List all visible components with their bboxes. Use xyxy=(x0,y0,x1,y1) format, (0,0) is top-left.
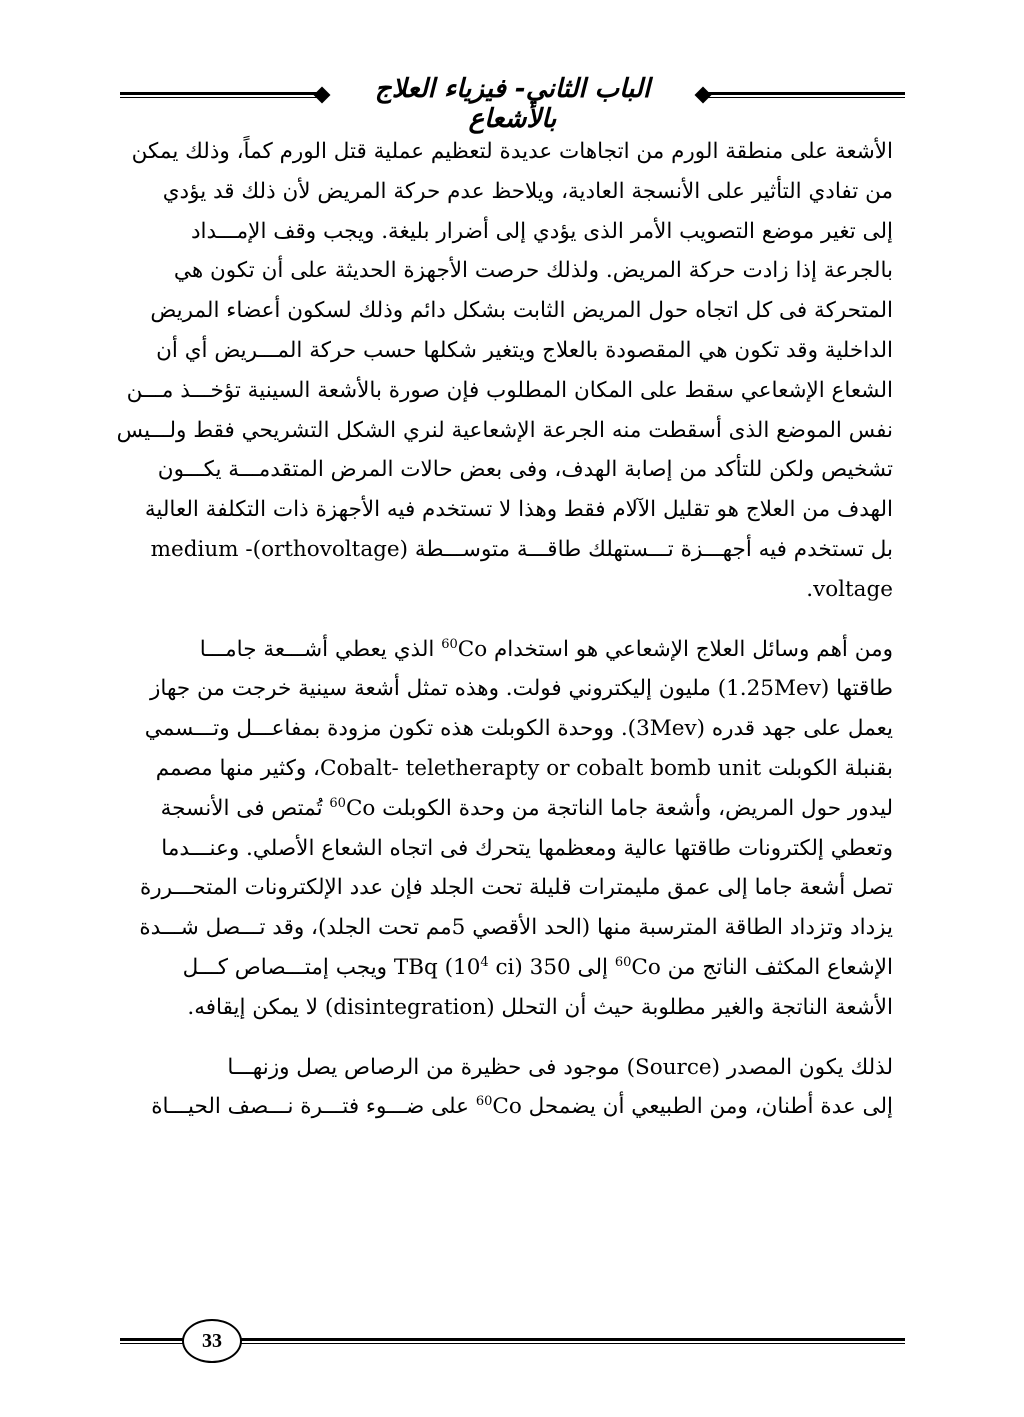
text-line: وتعطي إلكترونات طاقتها عالية ومعظمها يتحرك فى اتجاه الشعاع الأصلي. وعنـــدما xyxy=(161,835,893,861)
text-line: من تفادي التأثير على الأنسجة العادية، ويلاحظ عدم حركة المريض لأن ذلك قد يؤدي xyxy=(162,178,893,204)
body-text xyxy=(116,132,893,1127)
text-line: voltage. xyxy=(806,576,893,602)
text-line: إلى تغير موضع التصويب الأمر الذى يؤدي إلى أضرار بليغة. ويجب وقف الإمـــداد xyxy=(190,218,893,244)
running-header xyxy=(120,68,905,134)
text-line: الأشعة على منطقة الورم من اتجاهات عديدة لتعظيم عملية قتل الورم كماً، وذلك يمكن xyxy=(131,139,893,164)
text-line: بقنبلة الكوبلت Cobalt- teletherapty or cobalt bomb unit، وكثير منها مصمم xyxy=(155,755,893,781)
chapter-title: الباب الثاني- فيزياء العلاج بالأشعاع xyxy=(374,74,651,134)
text-line: بل تستخدم فيه أجهـــزة تـــستهلك طاقـــة متوســـطة (orthovoltage)- medium xyxy=(150,536,893,562)
text-line: تصل أشعة جاما إلى عمق مليمترات قليلة تحت الجلد فإن عدد الإلكترونات المتحـــررة xyxy=(140,875,893,901)
page-footer xyxy=(120,1318,905,1368)
paragraph-3 xyxy=(128,1048,893,1128)
text-line: الأشعة الناتجة والغير مطلوبة حيث أن التحلل (disintegration) لا يمكن إيقافه. xyxy=(187,994,893,1020)
text-line: طاقتها (1.25Mev) مليون إليكتروني فولت. وهذه تمثل أشعة سينية خرجت من جهاز xyxy=(150,676,893,702)
paragraph-1 xyxy=(116,132,893,610)
text-line: الشعاع الإشعاعي سقط على المكان المطلوب فإن صورة بالأشعة السينية تؤخـــذ مـــن xyxy=(126,377,893,403)
header-rule-right xyxy=(705,92,905,98)
text-line: يزداد وتزداد الطاقة المترسبة منها (الحد الأقصي 5مم تحت الجلد)، وقد تـــصل شـــدة xyxy=(139,915,893,941)
header-rule-left xyxy=(120,92,320,98)
text-line: يعمل على جهد قدره (3Mev). ووحدة الكوبلت هذه تكون مزودة بمفاعـــل وتـــسمي xyxy=(144,716,893,742)
text-line: ومن أهم وسائل العلاج الإشعاعي هو استخدام $^{60}$Co الذي يعطي أشـــعة جامـــا xyxy=(199,636,893,662)
text-line: المتحركة فى كل اتجاه حول المريض الثابت بشكل دائم وذلك لسكون أعضاء المريض xyxy=(150,298,893,324)
text-line: الداخلية وقد تكون هي المقصودة بالعلاج ويتغير شكلها حسب حركة المـــريض أي أن xyxy=(156,337,893,363)
paragraph-2 xyxy=(128,630,893,1028)
text-line: ليدور حول المريض، وأشعة جاما الناتجة من وحدة الكوبلت $^{60}$Co تُمتص فى الأنسجة xyxy=(160,795,893,821)
text-line: إلى عدة أطنان، ومن الطبيعي أن يضمحل $^{60}$Co على ضـــوء فتـــرة نـــصف الحيـــاة xyxy=(151,1094,893,1120)
text-line: تشخيص ولكن للتأكد من إصابة الهدف، وفى بعض حالات المرض المتقدمـــة يكـــون xyxy=(157,457,893,483)
text-line: نفس الموضع الذى أسقطت منه الجرعة الإشعاعية لنري الشكل التشريحي فقط ولـــيس xyxy=(116,417,893,443)
text-line: لذلك يكون المصدر (Source) موجود فى حظيرة من الرصاص يصل وزنهـــا xyxy=(227,1054,893,1080)
text-line: بالجرعة إذا زادت حركة المريض. ولذلك حرصت الأجهزة الحديثة على أن تكون هي xyxy=(173,258,893,284)
header-diamond-left-icon xyxy=(314,87,331,104)
text-line: الإشعاع المكثف الناتج من $^{60}$Co إلى 350 TBq ($10^4$ ci) ويجب إمتـــصاص كـــل xyxy=(182,954,893,980)
page-number: 33 xyxy=(182,1319,242,1363)
text-line: الهدف من العلاج هو تقليل الآلام فقط وهذا لا تستخدم فيه الأجهزة ذات التكلفة العالية xyxy=(144,497,893,523)
